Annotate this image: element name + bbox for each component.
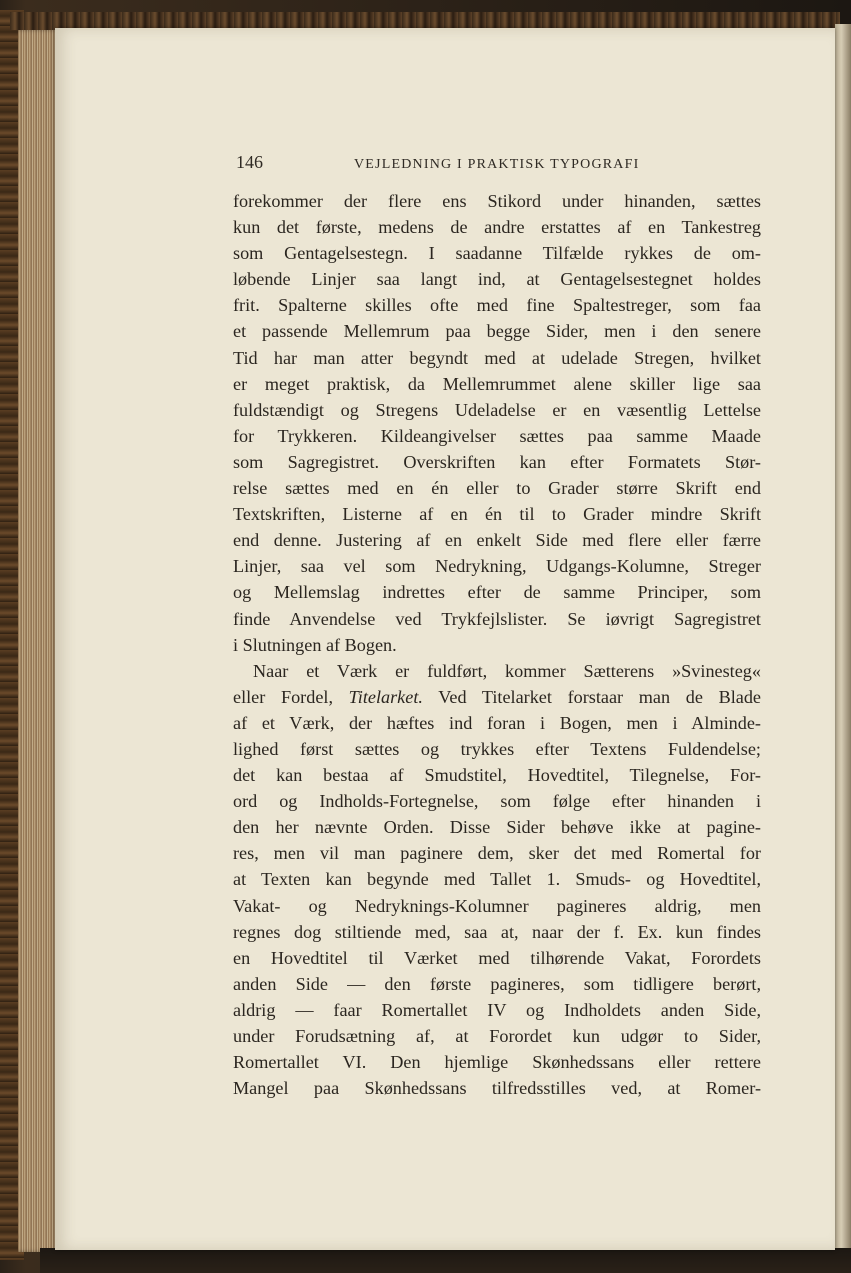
text-line: er meget praktisk, da Mellemrummet alene skiller lige saa bbox=[233, 373, 761, 394]
book-right-edge bbox=[835, 24, 851, 1254]
text-line: forekommer der flere ens Stikord under hinanden, sættes bbox=[233, 191, 761, 211]
running-title: VEJLEDNING I PRAKTISK TYPOGRAFI bbox=[354, 157, 640, 172]
text-line: den her nævnte Orden. Disse Sider behøve ikke at pagine- bbox=[233, 817, 761, 838]
text-line: anden Side — den første pagineres, som tidligere berørt, bbox=[233, 973, 761, 994]
text-line: finde Anvendelse ved Trykfejlslister. Se iøvrigt Sagregistret bbox=[233, 608, 761, 629]
text-line: Tid har man atter begyndt med at udelade Stregen, hvilket bbox=[233, 347, 761, 368]
book-bottom-edge bbox=[40, 1248, 851, 1273]
text-line: Linjer, saa vel som Nedrykning, Udgangs-Kolumne, Streger bbox=[233, 556, 761, 577]
text-line-mixed bbox=[233, 684, 761, 710]
italic-term: Titelarket. bbox=[348, 686, 423, 707]
text-line: som Gentagelsestegn. I saadanne Tilfælde rykkes de om- bbox=[233, 243, 761, 264]
text-line: frit. Spalterne skilles ofte med fine Spaltestreger, som faa bbox=[233, 295, 761, 316]
text-line: aldrig — faar Romertallet IV og Indholdets anden Side, bbox=[233, 999, 761, 1020]
text-line: det kan bestaa af Smudstitel, Hovedtitel, Tilegnelse, For- bbox=[233, 765, 761, 786]
text-line: Textskriften, Listerne af en én til to Grader mindre Skrift bbox=[233, 504, 761, 525]
text-line: et passende Mellemrum paa begge Sider, men i den senere bbox=[233, 321, 761, 342]
text-line: Vakat- og Nedryknings-Kolumner pagineres aldrig, men bbox=[233, 895, 761, 916]
text-run: eller Fordel, bbox=[233, 686, 349, 707]
page-number: 146 bbox=[236, 152, 263, 172]
text-line: som Sagregistret. Overskriften kan efter Formatets Stør- bbox=[233, 451, 761, 472]
text-line: af et Værk, der hæftes ind foran i Bogen, men i Alminde- bbox=[233, 712, 761, 733]
text-line: Naar et Værk er fuldført, kommer Sætterens »Svinesteg« bbox=[253, 660, 761, 681]
text-run: Ved Titelarket forstaar man de Blade bbox=[422, 686, 761, 707]
text-line: lighed først sættes og trykkes efter Textens Fuldendelse; bbox=[233, 738, 761, 759]
text-line: Romertallet VI. Den hjemlige Skønhedssans eller rettere bbox=[233, 1052, 761, 1073]
text-line: under Forudsætning af, at Forordet kun udgør to Sider, bbox=[233, 1026, 761, 1046]
text-line: fuldstændigt og Stregens Udeladelse er en væsentlig Lettelse bbox=[233, 399, 761, 420]
body-text bbox=[233, 188, 761, 1101]
text-line: i Slutningen af Bogen. bbox=[233, 634, 397, 655]
text-line: løbende Linjer saa langt ind, at Gentagelsestegnet holdes bbox=[233, 269, 761, 290]
text-line: end denne. Justering af en enkelt Side med flere eller færre bbox=[233, 530, 761, 551]
page-stack-edge bbox=[18, 30, 58, 1252]
text-line: kun det første, medens de andre erstattes af en Tankestreg bbox=[233, 217, 761, 238]
text-line: og Mellemslag indrettes efter de samme Principer, som bbox=[233, 582, 761, 603]
text-line: en Hovedtitel til Værket med tilhørende Vakat, Forordets bbox=[233, 947, 761, 968]
text-line: res, men vil man paginere dem, sker det med Romertal for bbox=[233, 843, 761, 864]
text-line: at Texten kan begynde med Tallet 1. Smuds- og Hovedtitel, bbox=[233, 869, 761, 890]
text-line: for Trykkeren. Kildeangivelser sættes paa samme Maade bbox=[233, 425, 761, 446]
running-head bbox=[236, 150, 760, 180]
text-line: ord og Indholds-Fortegnelse, som følge efter hinanden i bbox=[233, 791, 761, 812]
text-line: Mangel paa Skønhedssans tilfredsstilles ved, at Romer- bbox=[233, 1078, 761, 1099]
text-line: relse sættes med en én eller to Grader større Skrift end bbox=[233, 478, 761, 499]
text-line: regnes dog stiltiende med, saa at, naar der f. Ex. kun findes bbox=[233, 921, 761, 942]
